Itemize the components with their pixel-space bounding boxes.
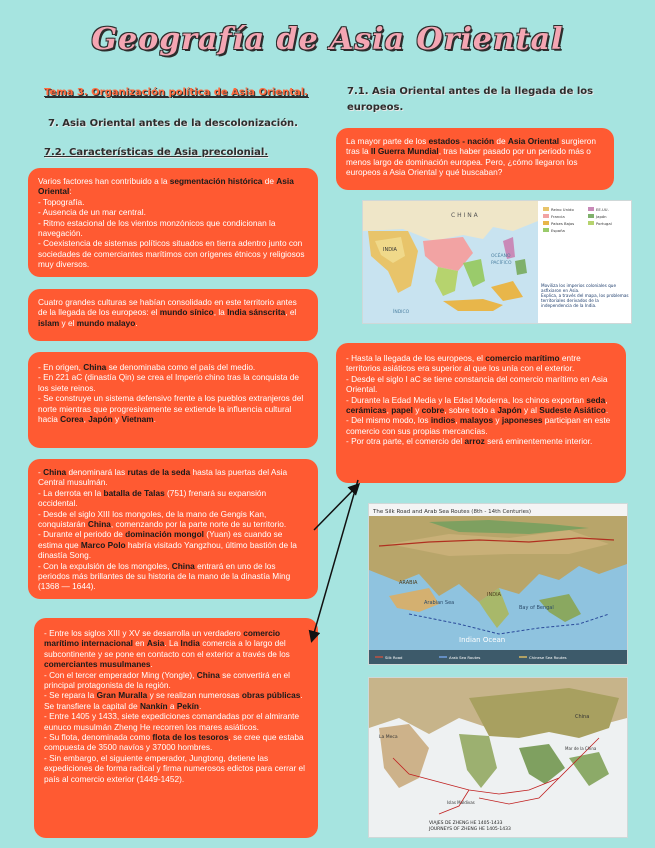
intro-box: La mayor parte de los estados - nación de Asia Oriental surgieron tras la II Guerra Mundial, tras haber pasado por un periodo más o menos largo de dominación europea. Pero, ¿cómo llegaron los europeos a Asia Oriental y qué buscaban? [336,128,614,190]
legend-item: EE.UU. [596,207,609,212]
map-label-pacifico: PACÍFICO [491,261,512,266]
map3-label-china: China [575,714,590,720]
arrow-comercio-to-ming [312,480,358,640]
legend-item: Reino Unido [551,207,574,212]
map-label-indico: ÍNDICO [393,310,410,315]
legend-item: España [551,228,565,233]
factor-item: - Topografía. [38,196,85,207]
map2-title: The Silk Road and Arab Sea Routes (8th - 14th Centuries) [373,509,532,515]
rutas-seda-box: - China denominará las rutas de la seda hasta las puertas del Asia Central musulmán. - La derrota en la batalla de Talas (751) frenará su expansión occidental. - Desde el siglo XIII los mongoles, de la mano de Gengis Kan, conquistarán China, comenzando por la parte norte de su territorio. - Durante el periodo de dominación mongol (Yuan) es cuando se estima que Marco Polo habría visitado Yangzhou, último bastión de la dinastía Song. - Con la expulsión de los mongoles, China entrará en uno de los periodos más brillantes de su historia de la mano de la dinastía Ming (1368 — 1644). [28,459,318,599]
legend-item: Arab Sea Routes [449,655,481,660]
map3-label-islas: Islas Maldivas [447,800,475,805]
legend-item: Japón [596,214,607,219]
map2-label-indian: Indian Ocean [459,636,506,644]
map2-label-arabia: ARABIA [399,580,418,586]
heading-section-7-2: 7.2. Características de Asia precolonial. [44,147,269,158]
factor-item: - Ritmo estacional de los vientos monzónicos que condicionan la navegación. [38,217,276,239]
map-label-china: C H I N A [451,212,478,219]
factor-item: - Coexistencia de sistemas políticos situados en tierra adentro junto con sociedades de comerciantes marítimos con orígenes étnicos y religiosos muy diversos. [38,238,305,270]
legend-item: Francia [551,214,565,219]
heading-section-7-1: 7.1. Asia Oriental antes de la llegada de los europeos. [347,86,594,113]
china-origen-box: - En origen, China se denominaba como el país del medio. - En 221 aC (dinastía Qin) se crea el Imperio chino tras la conquista de los siete reinos. - Se construye un sistema defensivo frente a los pueblos extranjeros del norte mientras que progresivamente se extiende la influencia cultural hacia Corea, Japón y Vietnam. [28,352,318,448]
map3-caption: JOURNEYS OF ZHENG HE 1405-1433 [429,827,511,832]
legend-item: Países Bajos [551,221,575,226]
comercio-ming-box: - Entre los siglos XIII y XV se desarrolla un verdadero comercio marítimo internacional en Asia. La India comercia a lo largo del subcontinente y se pone en contacto con el exterior a través de los comerciantes musulmanes. - Con el tercer emperador Ming (Yongle), China se convertirá en el principal protagonista de la región. - Se repara la Gran Muralla y se realizan numerosas obras públicas. Se transfiere la capital de Nankín a Pekín. - Entre 1405 y 1433, siete expediciones comandadas por el almirante eunuco musulmán Zheng He recorren los mares asiáticos. - Su flota, denominada como flota de los tesoros, se cree que estaba compuesta de 3500 navíos y 37000 hombres. - Sin embargo, el siguiente emperador, Jungtong, detiene las expediciones de forma radical y firma numerosos edictos para cerrar el país al comercio exterior (1449-1452). [34,618,318,838]
heading-section-7: 7. Asia Oriental antes de la descolonización. [48,118,298,129]
map2-label-india: INDIA [487,592,501,598]
legend-item: Chinese Sea Routes [529,655,567,660]
map-label-india: INDIA [383,247,397,253]
map2-label-arabian: Arabian Sea [424,600,455,606]
map2-label-bengal: Bay of Bengal [519,605,554,611]
legend-item: Portugal [596,221,612,226]
map3-label-meca: La Meca [379,735,398,740]
map-note: Explica, a través del mapa, los problemas territoriales derivados de la independencia de la India. [541,293,629,308]
factores-box: Varios factores han contribuido a la segmentación histórica de Asia Oriental: - Topografía. - Ausencia de un mar central. - Ritmo estacional de los vientos monzónicos que condicionan la navegación. - Coexistencia de sistemas políticos situados en tierra adentro junto con sociedades de comerciantes marítimos con orígenes étnicos y religiosos muy diversos. [28,168,318,277]
heading-tema: Tema 3. Organización política de Asia Oriental. [44,87,308,98]
map-note: Moviliza los imperios coloniales que asfixiaron en Asia. [541,283,617,293]
arrow-seda-to-comercio [314,485,358,530]
culturas-box: Cuatro grandes culturas se habían consolidado en este territorio antes de la llegada de los europeos: el mundo sínico, la India sánscrita, el islam y el mundo malayo. [28,289,318,341]
map3-caption: VIAJES DE ZHENG HE 1405-1433 [429,821,503,826]
legend-item: Silk Road [385,655,403,660]
map-label-oceano: OCÉANO [491,254,511,259]
map3-label-mar: Mar de la China [565,746,597,751]
page-title: Geografía de Asia Oriental [91,22,564,57]
comercio-maritimo-box: - Hasta la llegada de los europeos, el comercio marítimo entre territorios asiáticos era superior al que los unía con el exterior. - Desde el siglo I aC se tiene constancia del comercio marítimo en Asia Oriental. - Durante la Edad Media y la Edad Moderna, los chinos exportan seda, cerámicas, papel y cobre, sobre todo a Japón y al Sudeste Asiático. - Del mismo modo, los indios, malayos y japoneses participan en este comercio con sus propias mercancías. - Por otra parte, el comercio del arroz será eminentemente interior. [336,343,626,483]
factor-item: - Ausencia de un mar central. [38,207,146,218]
